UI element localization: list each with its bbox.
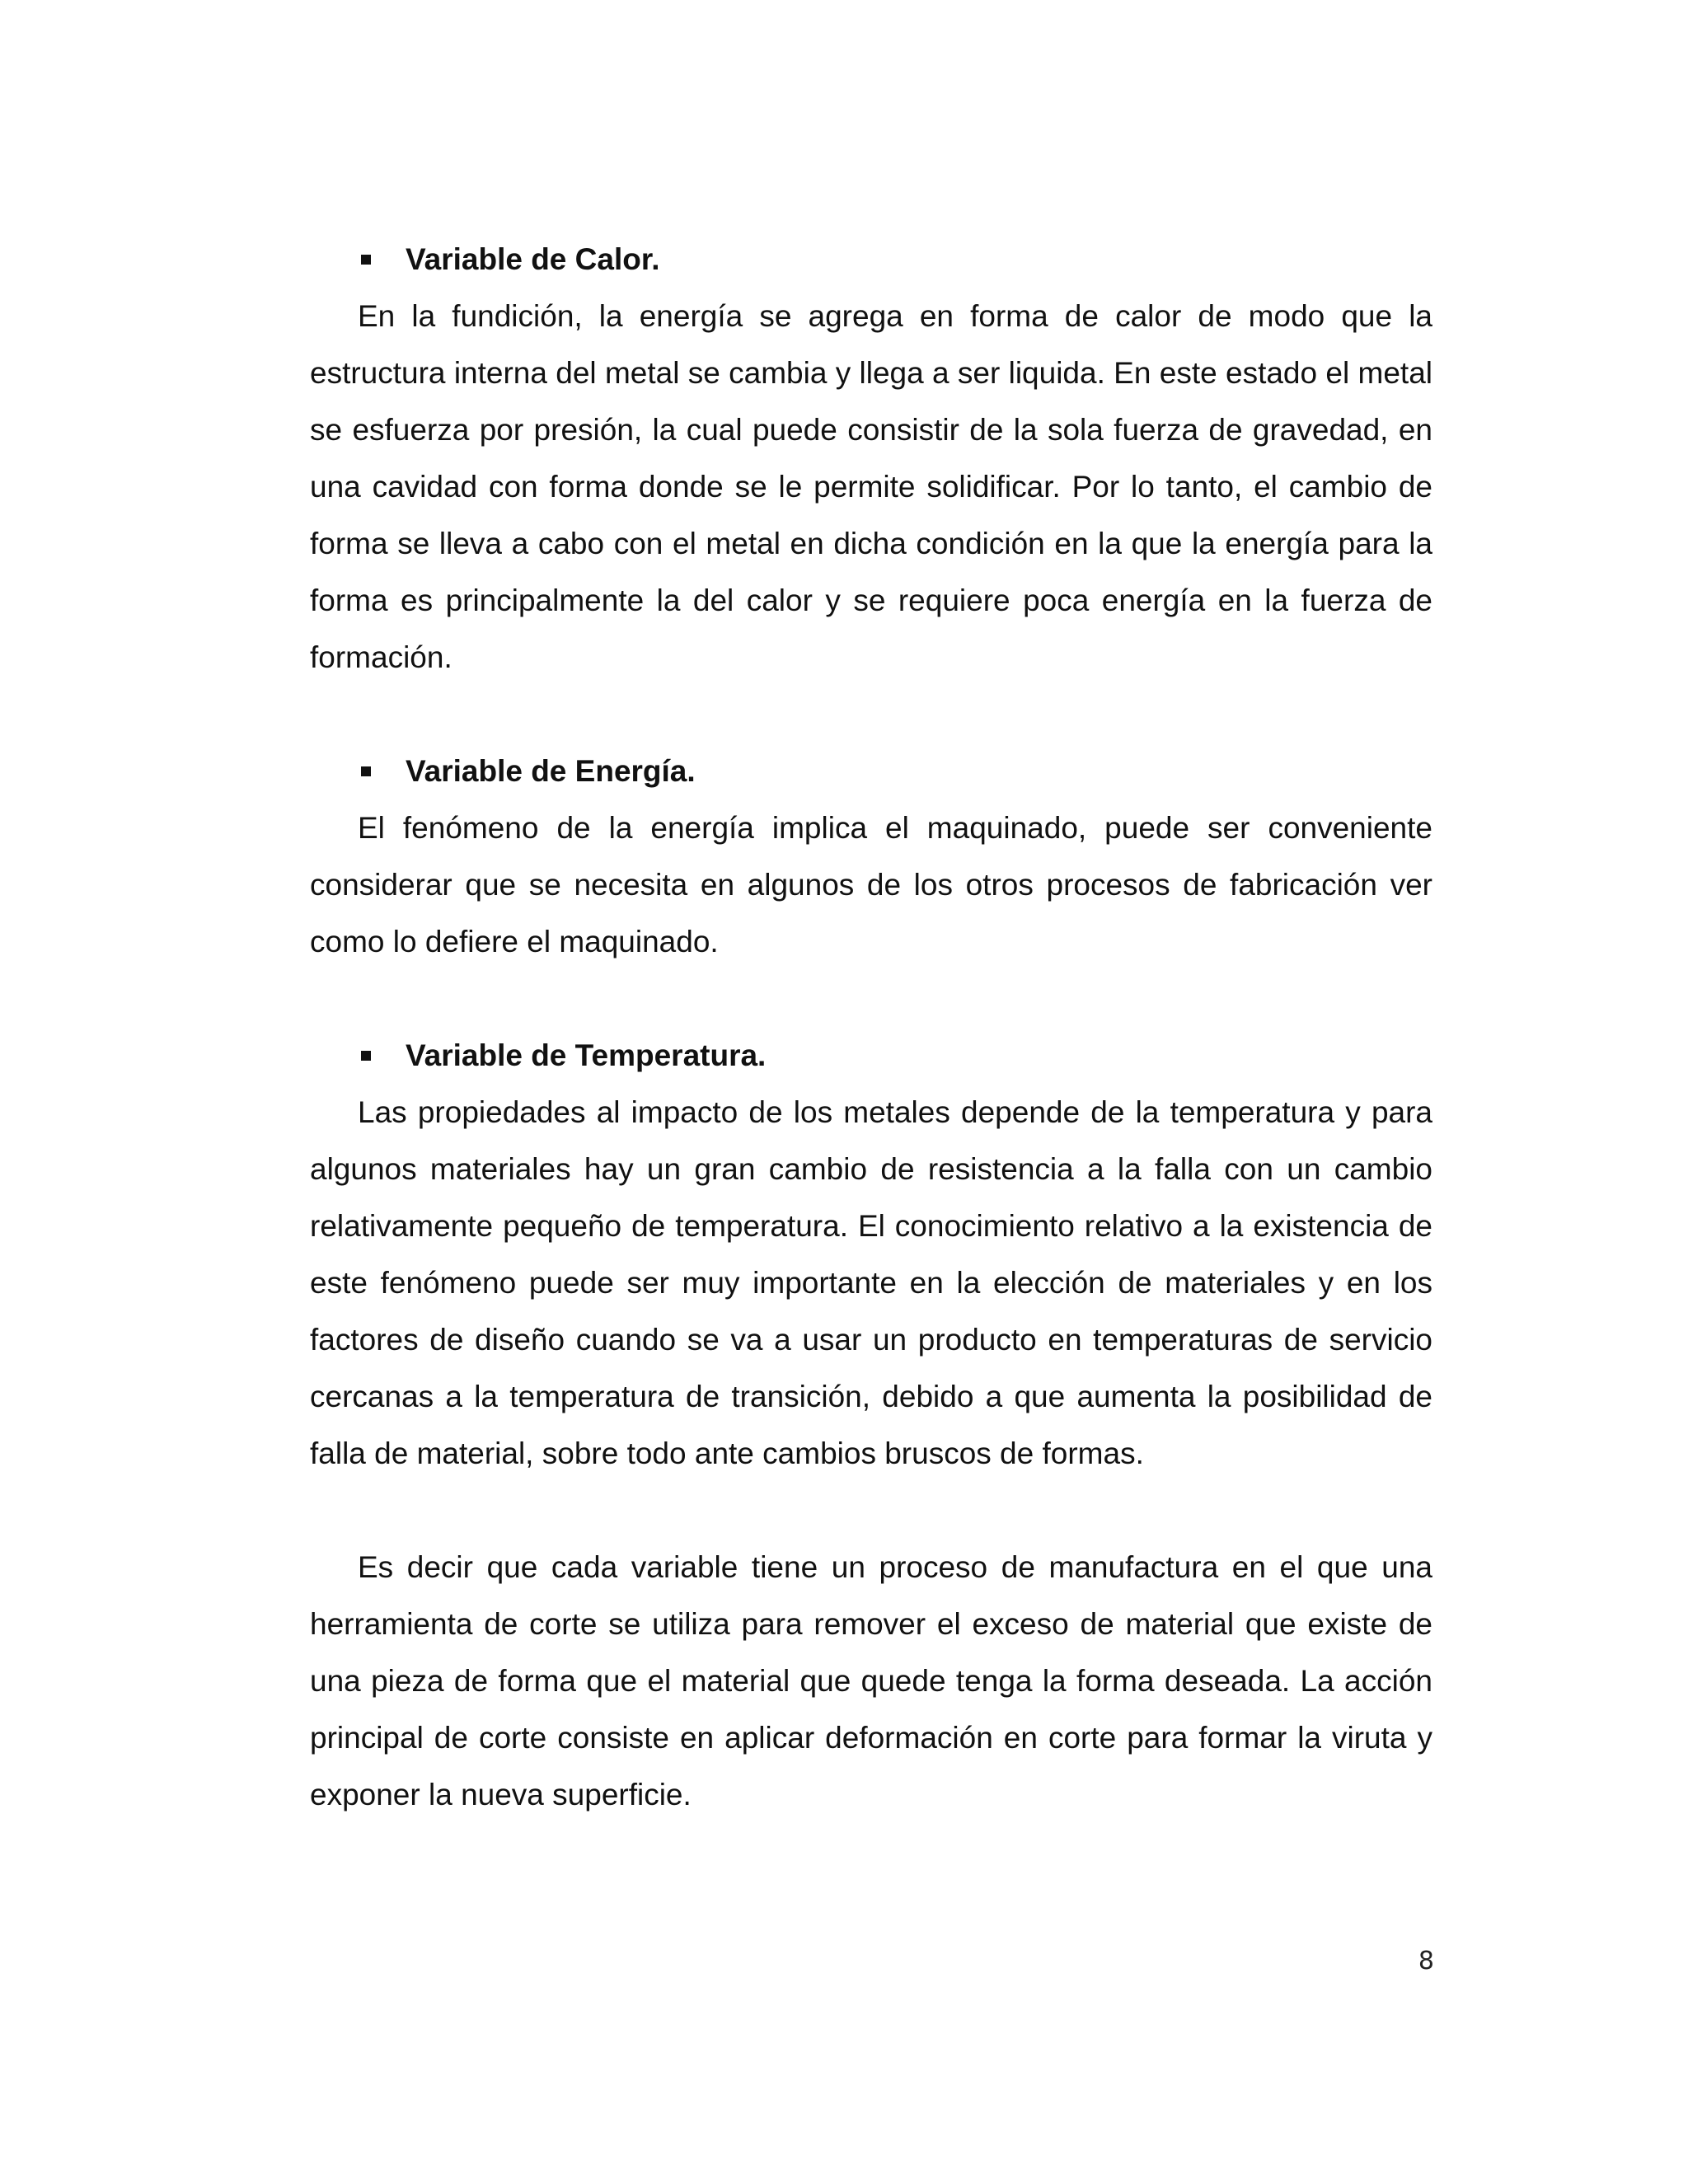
spacer bbox=[310, 686, 1432, 743]
section-paragraph: Las propiedades al impacto de los metales depende de la temperatura y para algunos materiales hay un gran cambio de resistencia a la falla con un cambio relativamente pequeño de temperatura. El conocimiento relativo a la existencia de este fenómeno puede ser muy importante en la elección de materiales y en los factores de diseño cuando se va a usar un producto en temperaturas de servicio cercanas a la temperatura de transición, debido a que aumenta la posibilidad de falla de material, sobre todo ante cambios bruscos de formas. bbox=[310, 1095, 1432, 1470]
section-paragraph: El fenómeno de la energía implica el maquinado, puede ser conveniente considerar que se necesita en algunos de los otros procesos de fabricación ver como lo defiere el maquinado. bbox=[310, 811, 1432, 958]
section-heading bbox=[310, 1027, 1432, 1084]
page-number: 8 bbox=[1418, 1947, 1434, 1975]
section-heading bbox=[310, 743, 1432, 799]
conclusion-paragraph: Es decir que cada variable tiene un proceso de manufactura en el que una herramienta de corte se utiliza para remover el exceso de material que existe de una pieza de forma que el material que quede tenga la forma deseada. La acción principal de corte consiste en aplicar deformación en corte para formar la viruta y exponer la nueva superficie. bbox=[310, 1550, 1432, 1811]
section-paragraph: En la fundición, la energía se agrega en forma de calor de modo que la estructura interna del metal se cambia y llega a ser liquida. En este estado el metal se esfuerza por presión, la cual puede consistir de la sola fuerza de gravedad, en una cavidad con forma donde se le permite solidificar. Por lo tanto, el cambio de forma se lleva a cabo con el metal en dicha condición en la que la energía para la forma es principalmente la del calor y se requiere poca energía en la fuerza de formación. bbox=[310, 299, 1432, 674]
section-heading-text: Variable de Energía. bbox=[406, 754, 696, 788]
page-content bbox=[310, 231, 1432, 1823]
spacer bbox=[310, 970, 1432, 1027]
section-heading-text: Variable de Temperatura. bbox=[406, 1038, 767, 1072]
section-heading-text: Variable de Calor. bbox=[406, 242, 660, 276]
square-bullet-icon bbox=[361, 255, 371, 265]
section-calor bbox=[310, 231, 1432, 686]
square-bullet-icon bbox=[361, 1051, 371, 1061]
square-bullet-icon bbox=[361, 766, 371, 776]
section-energia bbox=[310, 743, 1432, 970]
section-heading bbox=[310, 231, 1432, 288]
section-temperatura bbox=[310, 1027, 1432, 1482]
spacer bbox=[310, 1482, 1432, 1539]
